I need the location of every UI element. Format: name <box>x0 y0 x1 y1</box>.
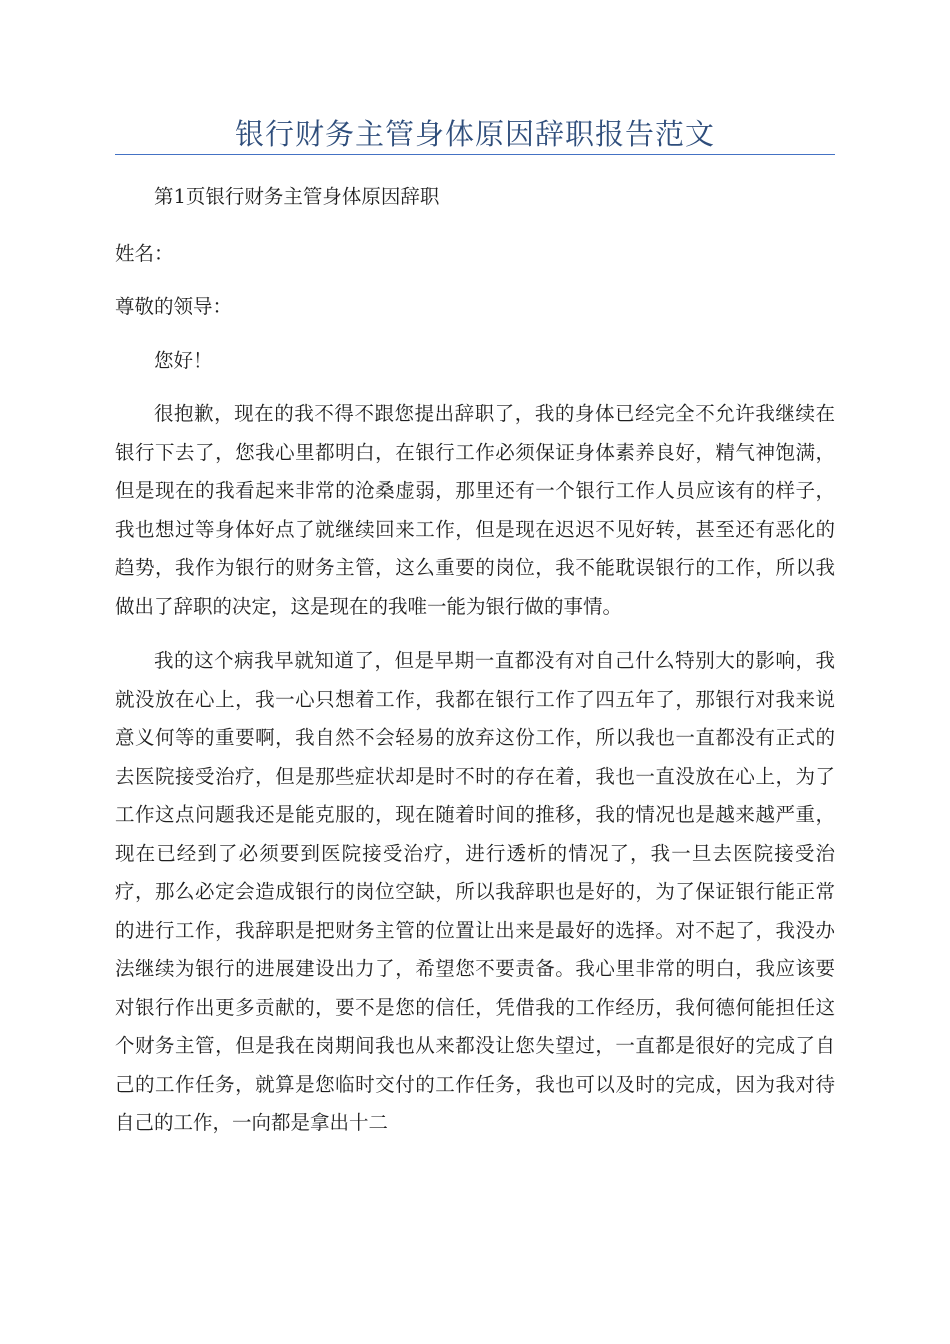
body-paragraph: 我的这个病我早就知道了，但是早期一直都没有对自己什么特别大的影响，我就没放在心上，我一心只想着工作，我都在银行工作了四五年了，那银行对我来说意义何等的重要啊，我自然不会轻易的放弃这份工作，所以我也一直都没有正式的去医院接受治疗，但是那些症状却是时不时的存在着，我也一直没放在心上，为了工作这点问题我还是能克服的，现在随着时间的推移，我的情况也是越来越严重，现在已经到了必须要到医院接受治疗，进行透析的情况了，我一旦去医院接受治疗，那么必定会造成银行的岗位空缺，所以我辞职也是好的，为了保证银行能正常的进行工作，我辞职是把财务主管的位置让出来是最好的选择。对不起了，我没办法继续为银行的进展建设出力了，希望您不要责备。我心里非常的明白，我应该要对银行作出更多贡献的，要不是您的信任，凭借我的工作经历，我何德何能担任这个财务主管，但是我在岗期间我也从来都没让您失望过，一直都是很好的完成了自己的工作任务，就算是您临时交付的工作任务，我也可以及时的完成，因为我对待自己的工作，一向都是拿出十二 <box>115 649 835 1134</box>
body-paragraph: 很抱歉，现在的我不得不跟您提出辞职了，我的身体已经完全不允许我继续在银行下去了，您我心里都明白，在银行工作必须保证身体素养良好，精气神饱满，但是现在的我看起来非常的沧桑虚弱，那里还有一个银行工作人员应该有的样子，我也想过等身体好点了就继续回来工作，但是现在迟迟不见好转，甚至还有恶化的趋势，我作为银行的财务主管，这么重要的岗位，我不能耽误银行的工作，所以我做出了辞职的决定，这是现在的我唯一能为银行做的事情。 <box>115 402 835 618</box>
document-body <box>115 112 835 1143</box>
greeting: 您好！ <box>154 348 213 372</box>
document-title: 银行财务主管身体原因辞职报告范文 <box>234 117 715 151</box>
salutation: 尊敬的领导： <box>115 295 233 318</box>
name-label: 姓名： <box>115 241 174 265</box>
page-subtitle: 第1页银行财务主管身体原因辞职 <box>154 185 440 208</box>
